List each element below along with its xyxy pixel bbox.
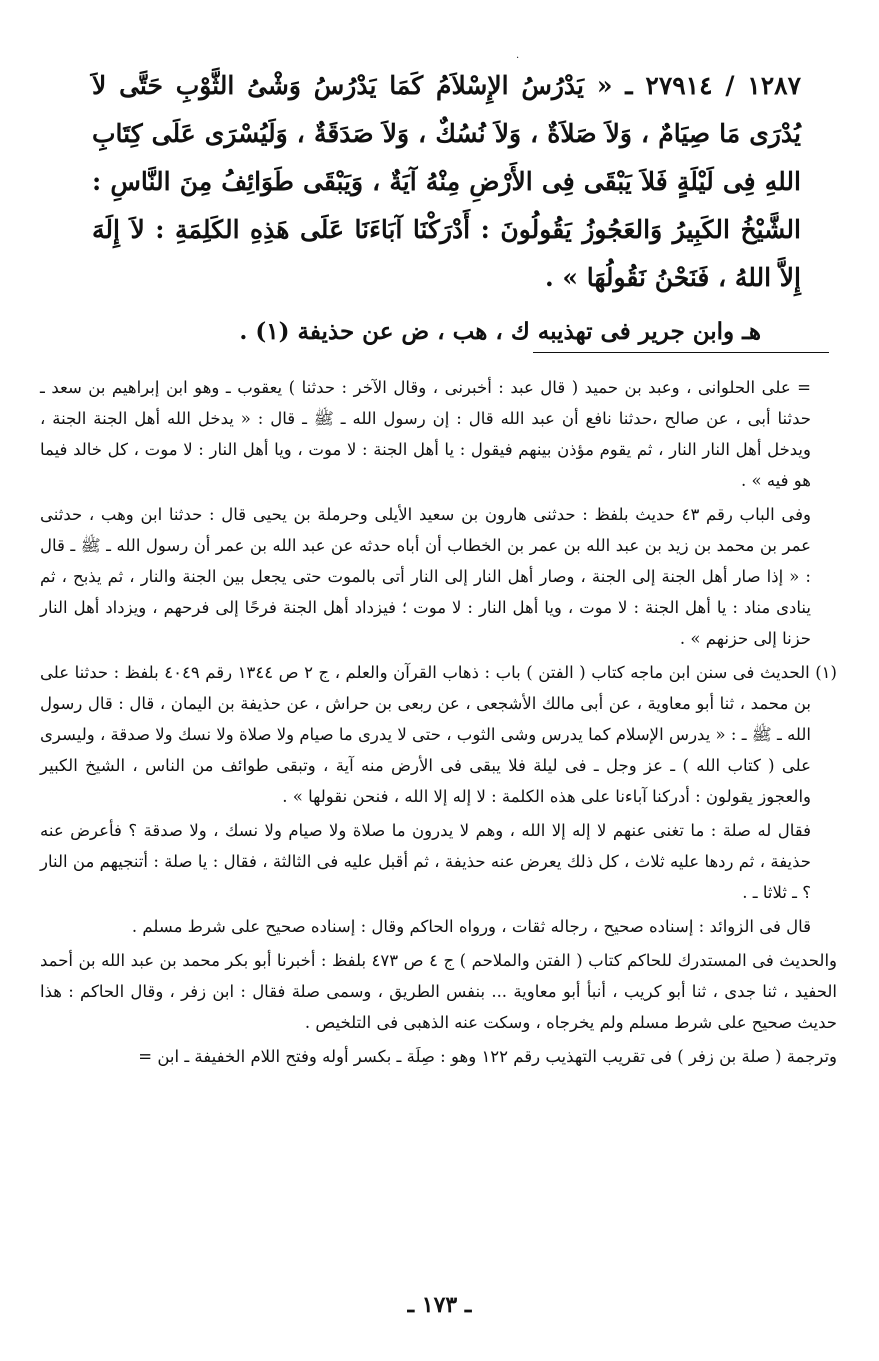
hadith-source: هـ وابن جرير فى تهذيبه ك ، هب ، ض عن حذيفة (١) . bbox=[239, 318, 761, 345]
footnote-paragraph: قال فى الزوائد : إسناده صحيح ، رجاله ثقات ، ورواه الحاكم وقال : إسناده صحيح على شرط مسلم . bbox=[131, 917, 811, 936]
footnote-paragraph: وفى الباب رقم ٤٣ حديث بلفظ : حدثنى هارون بن سعيد الأيلى وحرملة بن يحيى قال : حدثنا ابن وهب ، حدثنى عمر بن محمد بن زيد بن عبد الله بن عمر بن الخطاب أن أباه حدثه عن عبد الله بن عمر أن رسول الله ـ ﷺ ـ قال : « إذا صار أهل الجنة إلى الجنة ، وصار أهل النار إلى النار أتى بالموت حتى يجعل بين الجنة والنار ، ثم يذبح ، ثم ينادى مناد : يا أهل الجنة : لا موت ، ويا أهل النار : لا موت ؛ فيزداد أهل الجنة فرحًا إلى فرحهم ، ويزداد أهل النار حزنا إلى حزنهم » . bbox=[40, 505, 811, 648]
footnote-divider bbox=[533, 352, 829, 353]
footnote-continuation: = على الحلوانى ، وعبد بن حميد ( قال عبد : أخبرنى ، وقال الآخر : حدثنا ) يعقوب ـ وهو ابن إبراهيم بن سعد ـ حدثنا أبى ، عن صالح ،حدثنا نافع أن عبد الله قال : إن رسول الله ـ ﷺ ـ قال : « يدخل الله أهل الجنة الجنة ، ويدخل أهل النار النار ، ثم يقوم مؤذن بينهم فيقول : يا أهل الجنة : لا موت ، ويا أهل النار : لا موت ، كل خالد فيما هو فيه » . bbox=[40, 378, 811, 490]
footnote-paragraph: والحديث فى المستدرك للحاكم كتاب ( الفتن والملاحم ) ج ٤ ص ٤٧٣ بلفظ : أخبرنا أبو بكر محمد بن عبد الله بن أحمد الحفيد ، ثنا جدى ، ثنا أبو كريب ، أنبأ أبو معاوية ... بنفس الطريق ، وسمى صلة فقال : ابن زفر ، وقال الحاكم : هذا حديث صحيح على شرط مسلم ولم يخرجاه ، وسكت عنه الذهبى فى التلخيص . bbox=[40, 951, 837, 1032]
footnote-paragraph: وترجمة ( صلة بن زفر ) فى تقريب التهذيب رقم ١٢٢ وهو : صِلَة ـ بكسر أوله وفتح اللام الخفيفة ـ ابن = bbox=[138, 1047, 837, 1066]
footnote-paragraph: فقال له صلة : ما تغنى عنهم لا إله إلا الله ، وهم لا يدرون ما صلاة ولا صيام ولا نسك ، ولا صدقة ؟ فأعرض عنه حذيفة ، ثم ردها عليه ثلاث ، كل ذلك يعرض عنه حذيفة ، ثم أقبل عليه فى الثالثة ، فقال : يا صلة : أتنجيهم من النار ؟ ـ ثلاثا ـ . bbox=[40, 821, 811, 902]
ink-dot: . bbox=[516, 50, 520, 61]
hadith-main-text bbox=[92, 62, 801, 356]
page-number: ـ ١٧٣ ـ bbox=[407, 1292, 472, 1318]
hadith-body: ١٢٨٧ / ٢٧٩١٤ ـ « يَدْرُسُ الإِسْلاَمُ كَمَا يَدْرُسُ وَشْىُ الثَّوْبِ حَتَّى لاَ يُدْرَى مَا صِيَامٌ ، وَلاَ صَلاَةٌ ، وَلاَ نُسُكٌ ، وَلاَ صَدَقَةٌ ، وَلَيُسْرَى عَلَى كِتَابِ اللهِ فِى لَيْلَةٍ فَلاَ يَبْقَى فِى الأَرْضِ مِنْهُ آيَةٌ ، وَيَبْقَى طَوَائِفُ مِنَ النَّاسِ : الشَّيْخُ الكَبِيرُ وَالعَجُوزُ يَقُولُونَ : أَدْرَكْنَا آبَاءَنَا عَلَى هَذِهِ الكَلِمَةِ : لاَ إِلَهَ إِلاَّ اللهُ ، فَنَحْنُ نَقُولُهَا » . bbox=[92, 71, 801, 292]
footnote-1: (١) الحديث فى سنن ابن ماجه كتاب ( الفتن ) باب : ذهاب القرآن والعلم ، ج ٢ ص ١٣٤٤ رقم ٤٠٤٩ بلفظ : حدثنا على بن محمد ، ثنا أبو معاوية ، عن أبى مالك الأشجعى ، عن ربعى بن حراش ، عن حذيفة بن اليمان ، قال : قال رسول الله ـ ﷺ ـ : « يدرس الإسلام كما يدرس وشى الثوب ، حتى لا يدرى ما صيام ولا صلاة ولا نسك ولا صدقة ، وليسرى على ( كتاب الله ) ـ عز وجل ـ فى ليلة فلا يبقى فى الأرض منه آية ، وتبقى طوائف من الناس ، الشيخ الكبير والعجوز يقولون : أدركنا آباءنا على هذه الكلمة : لا إله إلا الله ، فنحن نقولها » . bbox=[40, 663, 837, 806]
footnotes bbox=[40, 372, 837, 1075]
